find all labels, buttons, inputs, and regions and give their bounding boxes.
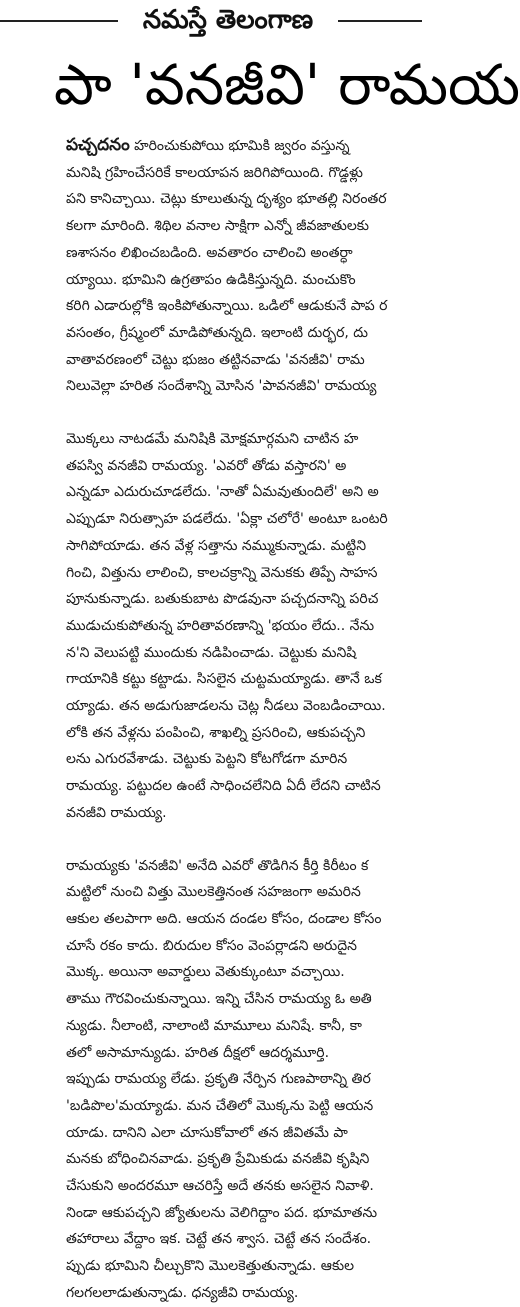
line-text: హరించుకుపోయి భూమికి జ్వరం వస్తున్న bbox=[129, 138, 350, 154]
text-line bbox=[66, 933, 422, 960]
text-line bbox=[66, 1200, 422, 1227]
text-line bbox=[66, 746, 422, 773]
line-text: మనకు బోధించినవాడు. ప్రకృతి ప్రేమికుడు వనజీవి కృషిని bbox=[66, 1151, 370, 1168]
masthead-left-rule bbox=[0, 20, 118, 22]
line-text: తపస్వి వనజీవి రామయ్య. 'ఎవరో తోడు వస్తారని' అ bbox=[66, 457, 347, 474]
line-text: య్యాడు. తన అడుగుజాడలను చెట్ల నీడలు వెంబడించాయి. bbox=[66, 698, 386, 715]
text-line bbox=[66, 186, 422, 213]
article-paragraph bbox=[66, 853, 422, 1307]
line-text: గించి, విత్తును లాలించి, కాలచక్రాన్ని వెనుకకు తిప్పే సాహస bbox=[66, 564, 378, 581]
text-line bbox=[66, 160, 422, 187]
line-text: లను ఎగురవేశాడు. చెట్టుకు పెట్టని కోటగోడగా మారిన bbox=[66, 751, 348, 768]
line-text: ఎన్నడూ ఎదురుచూడలేదు. 'నాతో ఏమవుతుందిలే' అని అ bbox=[66, 484, 379, 501]
paragraph-gap bbox=[66, 827, 422, 853]
text-line bbox=[66, 373, 422, 400]
text-line bbox=[66, 906, 422, 933]
line-text: తలో అసామాన్యుడు. హరిత దీక్షలో ఆదర్శమూర్తి. bbox=[66, 1044, 330, 1061]
text-line bbox=[66, 853, 422, 880]
text-line bbox=[66, 213, 422, 240]
line-text: సాగిపోయాడు. తన వేళ్ల సత్తాను నమ్ముకున్నాడు. మట్టిని bbox=[66, 537, 367, 554]
text-line bbox=[66, 1013, 422, 1040]
text-line bbox=[66, 879, 422, 906]
line-text: తాము గౌరవించుకున్నాయి. ఇన్ని చేసిన రామయ్య ఓ అతి bbox=[66, 991, 372, 1008]
line-text: కలగా మారింది. శిథిల వనాల సాక్షిగా ఎన్నో జీవజాతులకు bbox=[66, 218, 369, 235]
text-line bbox=[66, 1280, 422, 1307]
line-text: న్యుడు. నీలాంటి, నాలాంటి మామూలు మనిషే. కానీ, కా bbox=[66, 1017, 362, 1034]
masthead-right-rule bbox=[338, 20, 422, 22]
line-text: నిండా ఆకుపచ్చని జ్యోతులను వెలిగిద్దాం పద. భూమాతను bbox=[66, 1204, 378, 1221]
article-paragraph bbox=[66, 132, 422, 400]
text-line bbox=[66, 479, 422, 506]
text-line bbox=[66, 720, 422, 747]
line-text: తహారాలు వేద్దాం ఇక. చెట్టే తన శ్వాస. చెట్టే తన సందేశం. bbox=[66, 1231, 372, 1248]
newspaper-name: నమస్తే తెలంగాణ bbox=[142, 5, 314, 35]
text-line bbox=[66, 1066, 422, 1093]
text-line bbox=[66, 986, 422, 1013]
text-line bbox=[66, 693, 422, 720]
line-text: చేసుకుని అందరమూ ఆచరిస్తే అదే తనకు అసలైన నివాళి. bbox=[66, 1178, 374, 1195]
line-text: 'బడిపొల'మయ్యాడు. మన చేతిలో మొక్కను పెట్టి ఆయన bbox=[66, 1097, 374, 1114]
line-text: రామయ్య. పట్టుదల ఉంటే సాధించలేనిది ఏదీ లేదని చాటిన bbox=[66, 778, 381, 795]
paragraph-gap bbox=[66, 400, 422, 426]
line-text: రామయ్యకు 'వనజీవి' అనేది ఎవరో తొడిగిన కీర్తి కిరీటం క bbox=[66, 857, 369, 874]
text-line bbox=[66, 666, 422, 693]
line-text: య్యాయి. భూమిని ఉగ్రతాపం ఉడికిస్తున్నది. మంచుకొం bbox=[66, 271, 356, 288]
line-text: ణశాసనం లిఖించబడింది. అవతారం చాలించి అంతర్ధా bbox=[66, 244, 353, 261]
line-text: ముడుచుకుపోతున్న హరితావరణాన్ని 'భయం లేదు.. నేను bbox=[66, 617, 375, 634]
line-text: ఎప్పుడూ నిరుత్సాహ పడలేదు. 'ఏక్లా చలోరే' అంటూ ఒంటరి bbox=[66, 511, 388, 528]
text-line bbox=[66, 613, 422, 640]
text-line bbox=[66, 240, 422, 267]
line-text: పని కానిచ్చాయి. చెట్లు కూలుతున్న దృశ్యం భూతల్లి నిరంతర bbox=[66, 191, 387, 208]
line-text: ఇప్పుడు రామయ్య లేడు. ప్రకృతి నేర్పిన గుణపాఠాన్ని తిర bbox=[66, 1071, 371, 1088]
text-line bbox=[66, 1040, 422, 1067]
text-line bbox=[66, 640, 422, 667]
line-text: ఆకుల తలపాగా అది. ఆయన దండల కోసం, దండాల కోసం bbox=[66, 910, 382, 927]
text-line bbox=[66, 320, 422, 347]
line-text: మనిషి గ్రహించేసరికే కాలయాపన జరిగిపోయింది. గొడ్డళ్లు bbox=[66, 164, 363, 181]
text-line bbox=[66, 773, 422, 800]
line-text: మొక్కలు నాటడమే మనిషికి మోక్షమార్గమని చాటిన హ bbox=[66, 431, 359, 448]
text-line bbox=[66, 506, 422, 533]
article-headline: పా 'వనజీవి' రామయ bbox=[54, 53, 520, 118]
line-text: గాయానికి కట్టు కట్టాడు. సిసలైన చుట్టమయ్యాడు. తానే ఒక bbox=[66, 671, 382, 688]
text-line bbox=[66, 293, 422, 320]
masthead bbox=[0, 0, 422, 48]
article-paragraph bbox=[66, 426, 422, 827]
text-line bbox=[66, 132, 422, 160]
text-line bbox=[66, 1120, 422, 1147]
article-body bbox=[66, 132, 422, 1301]
line-text: వసంతం, గ్రీష్మంలో మాడిపోతున్నది. ఇలాంటి దుర్భర, దు bbox=[66, 324, 369, 341]
line-text: పూనుకున్నాడు. బతుకుబాట పొడవునా పచ్చదనాన్ని పరిచ bbox=[66, 591, 379, 608]
line-text: గలగలలాడుతున్నాడు. ధన్యజీవి రామయ్య. bbox=[66, 1284, 299, 1301]
text-line bbox=[66, 453, 422, 480]
text-line bbox=[66, 800, 422, 827]
text-line bbox=[66, 1146, 422, 1173]
text-line bbox=[66, 586, 422, 613]
text-line bbox=[66, 1226, 422, 1253]
line-text: యాడు. దానిని ఎలా చూసుకోవాలో తన జీవితమే పా bbox=[66, 1124, 348, 1141]
line-text: వనజీవి రామయ్య. bbox=[66, 804, 167, 821]
text-line bbox=[66, 426, 422, 453]
line-text: లోకి తన వేళ్లను పంపించి, శాఖల్ని ప్రసరించి, ఆకుపచ్చని bbox=[66, 724, 366, 741]
line-text: వాతావరణంలో చెట్టు భుజం తట్టినవాడు 'వనజీవి' రామ bbox=[66, 351, 365, 368]
lead-word: పచ్చదనం bbox=[66, 135, 130, 155]
line-text: న'ని వెలుపట్టి ముందుకు నడిపించాడు. చెట్టుకు మనిషి bbox=[66, 644, 357, 661]
text-line bbox=[66, 533, 422, 560]
text-line bbox=[66, 347, 422, 374]
text-line bbox=[66, 959, 422, 986]
line-text: మట్టిలో నుంచి విత్తు మొలకెత్తినంత సహజంగా అమరిన bbox=[66, 884, 361, 901]
text-line bbox=[66, 267, 422, 294]
line-text: నిలువెల్లా హరిత సందేశాన్ని మోసిన 'పావనజీవి' రామయ్య bbox=[66, 378, 377, 395]
line-text: ప్పుడు భూమిని చీల్చుకొని మొలకెత్తుతున్నాడు. ఆకుల bbox=[66, 1258, 355, 1275]
line-text: మొక్క. అయినా అవార్డులు వెతుక్కుంటూ వచ్చాయి. bbox=[66, 964, 345, 981]
text-line bbox=[66, 1253, 422, 1280]
text-line bbox=[66, 1173, 422, 1200]
line-text: చూసే రకం కాదు. బిరుదుల కోసం వెంపర్లాడని అరుదైన bbox=[66, 937, 357, 954]
text-line bbox=[66, 1093, 422, 1120]
line-text: కరిగి ఎడారుల్లోకి ఇంకిపోతున్నాయి. ఒడిలో ఆడుకునే పాప ర bbox=[66, 298, 388, 315]
text-line bbox=[66, 560, 422, 587]
